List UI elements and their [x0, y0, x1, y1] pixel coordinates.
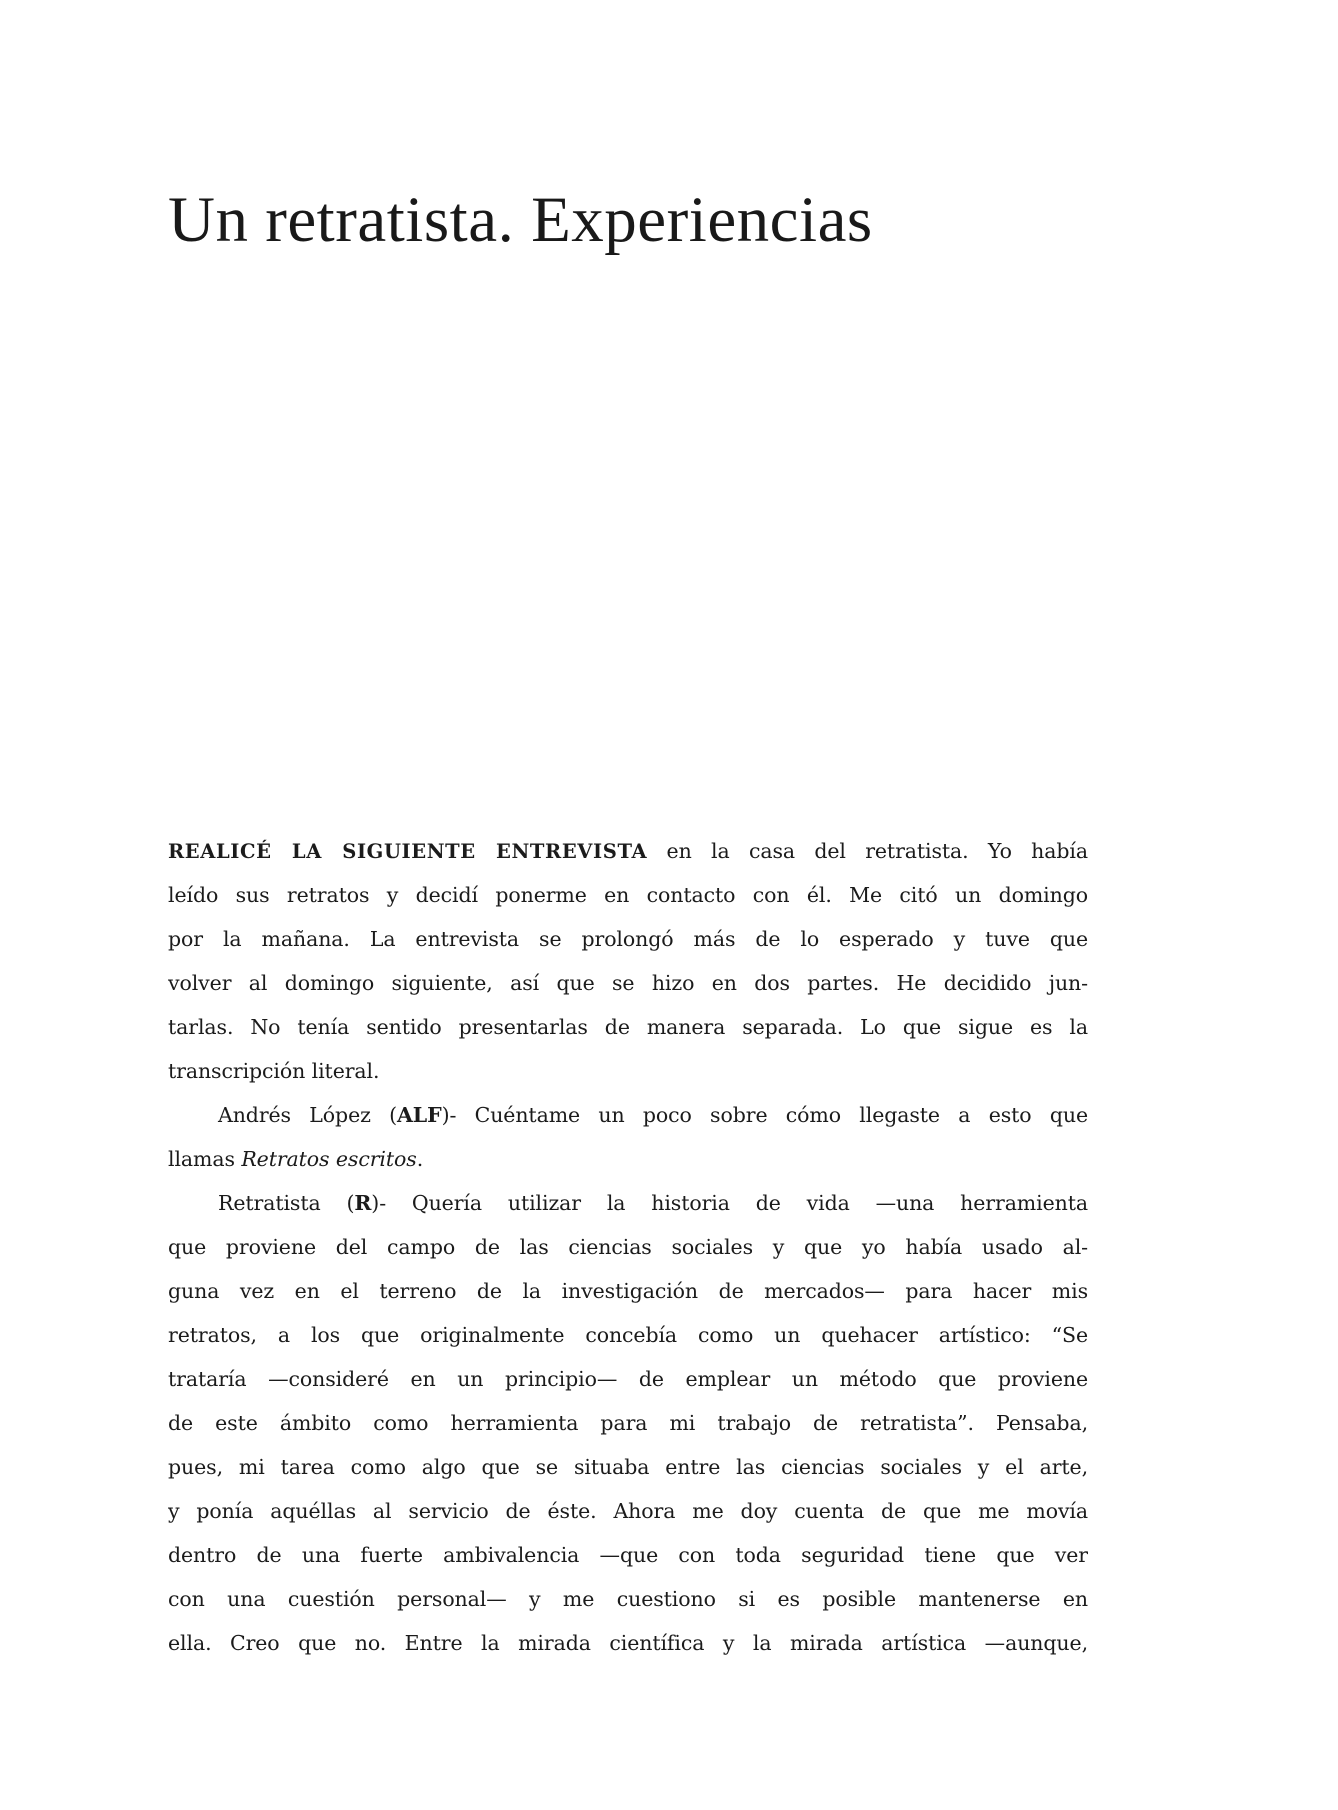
text-segment: guna vez en el terreno de la investigación de mercados— para hacer mis [168, 1279, 1088, 1303]
text-segment: )- Quería utilizar la historia de vida —una herramienta [371, 1191, 1088, 1215]
body-text [168, 829, 1088, 1665]
text-segment: llamas [168, 1147, 242, 1171]
chapter-title: Un retratista. Experiencias [168, 183, 873, 256]
text-segment: de este ámbito como herramienta para mi trabajo de retratista”. Pensaba, [168, 1411, 1088, 1435]
text-line [168, 961, 1088, 1005]
text-segment: volver al domingo siguiente, así que se hizo en dos partes. He decidido jun- [168, 971, 1088, 995]
text-segment: Retratista ( [218, 1191, 355, 1215]
text-segment: tarlas. No tenía sentido presentarlas de manera separada. Lo que sigue es la [168, 1015, 1088, 1039]
text-segment: . [416, 1147, 424, 1171]
text-line [168, 829, 1088, 873]
text-line [168, 1181, 1088, 1225]
text-line [168, 1489, 1088, 1533]
text-segment: en la casa del retratista. Yo había [647, 839, 1088, 863]
text-line [168, 1313, 1088, 1357]
text-line [168, 1445, 1088, 1489]
text-segment: transcripción literal. [168, 1059, 380, 1083]
lead-in-caps: REALICÉ LA SIGUIENTE ENTREVISTA [168, 840, 648, 863]
text-segment: pues, mi tarea como algo que se situaba entre las ciencias sociales y el arte, [168, 1455, 1088, 1479]
text-segment: por la mañana. La entrevista se prolongó más de lo esperado y tuve que [168, 927, 1088, 951]
text-segment: que proviene del campo de las ciencias sociales y que yo había usado al- [168, 1235, 1088, 1259]
text-segment: con una cuestión personal— y me cuestiono si es posible mantenerse en [168, 1587, 1088, 1611]
text-line [168, 1533, 1088, 1577]
text-segment: ALF [397, 1103, 442, 1127]
text-line [168, 1137, 1088, 1181]
paragraph-intro [168, 829, 1088, 1093]
text-line [168, 1005, 1088, 1049]
text-segment: Retratos escritos [241, 1147, 417, 1171]
text-segment: leído sus retratos y decidí ponerme en contacto con él. Me citó un domingo [168, 883, 1088, 907]
text-line [168, 1269, 1088, 1313]
text-segment: trataría —consideré en un principio— de emplear un método que proviene [168, 1367, 1088, 1391]
text-line [168, 917, 1088, 961]
text-line [168, 1049, 1088, 1093]
text-line [168, 1577, 1088, 1621]
text-line [168, 1357, 1088, 1401]
text-segment: retratos, a los que originalmente concebía como un quehacer artístico: “Se [168, 1323, 1088, 1347]
text-segment: ella. Creo que no. Entre la mirada científica y la mirada artística —aunque, [168, 1631, 1088, 1655]
text-line [168, 1621, 1088, 1665]
paragraph-interviewer-question [168, 1093, 1088, 1181]
text-segment: R [354, 1191, 372, 1215]
text-line [168, 873, 1088, 917]
text-segment: )- Cuéntame un poco sobre cómo llegaste a esto que [441, 1103, 1088, 1127]
text-segment: y ponía aquéllas al servicio de éste. Ahora me doy cuenta de que me movía [168, 1499, 1088, 1523]
paragraph-retratista-answer [168, 1181, 1088, 1665]
text-line [168, 1401, 1088, 1445]
text-line [168, 1225, 1088, 1269]
text-segment: Andrés López ( [218, 1103, 397, 1127]
text-line [168, 1093, 1088, 1137]
text-segment: dentro de una fuerte ambivalencia —que con toda seguridad tiene que ver [168, 1543, 1088, 1567]
